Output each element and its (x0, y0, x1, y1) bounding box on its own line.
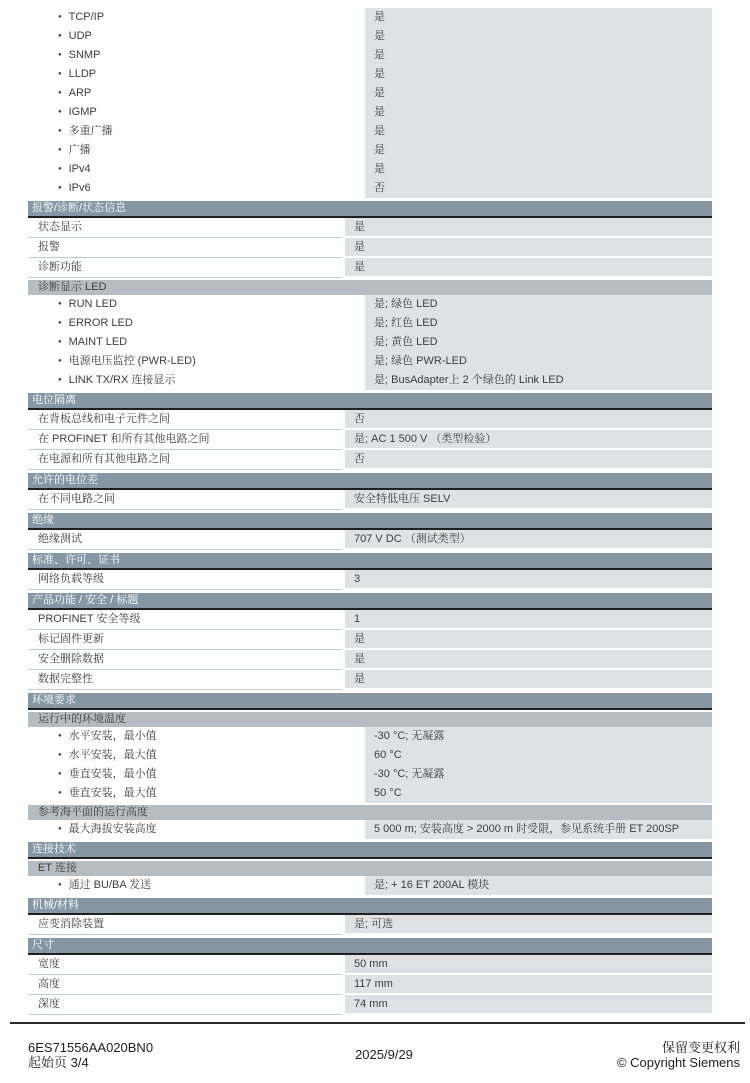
table-row (28, 995, 712, 1015)
row-value: 50 °C (365, 784, 712, 803)
row-group (28, 295, 712, 390)
order-number: 6ES71556AA020BN0 (28, 1040, 154, 1055)
table-row (28, 570, 712, 590)
section-header: 报警/诊断/状态信息 (28, 201, 712, 218)
row-value: 是 (345, 258, 712, 278)
table-row (28, 160, 712, 179)
table-row (28, 765, 712, 784)
row-value: 是; AC 1 500 V （类型检验） (345, 430, 712, 450)
table-row (28, 258, 712, 278)
table-row (28, 820, 712, 839)
row-value: 是; 绿色 LED (365, 295, 712, 314)
row-value: 是; BusAdapter上 2 个绿色的 Link LED (365, 371, 712, 390)
row-value: 是 (365, 84, 712, 103)
table-row (28, 179, 712, 198)
row-label: ● 广播 (28, 141, 362, 160)
row-label: ● ERROR LED (28, 314, 362, 333)
rights-note: 保留变更权利 (661, 1040, 740, 1055)
row-label: 网络负载等级 (28, 570, 342, 590)
row-group (28, 820, 712, 839)
row-label: ● 多重广播 (28, 122, 362, 141)
table-row (28, 141, 712, 160)
row-label: ● SNMP (28, 46, 362, 65)
section-header: 电位隔离 (28, 393, 712, 410)
row-group (28, 727, 712, 803)
row-label: ● TCP/IP (28, 8, 362, 27)
section-header: 绝缘 (28, 513, 712, 530)
row-label: ● MAINT LED (28, 333, 362, 352)
row-value: 是 (345, 218, 712, 238)
row-value: 是 (345, 670, 712, 690)
row-label: 在 PROFINET 和所有其他电路之间 (28, 430, 342, 450)
row-label: ● ARP (28, 84, 362, 103)
row-label: ● IPv4 (28, 160, 362, 179)
row-label: 在电源和所有其他电路之间 (28, 450, 342, 470)
row-value: 是 (365, 160, 712, 179)
table-row (28, 784, 712, 803)
row-label: ● IGMP (28, 103, 362, 122)
footer-right (444, 1040, 740, 1070)
row-label: 状态显示 (28, 218, 342, 238)
row-value: 安全特低电压 SELV (345, 490, 712, 510)
table-row (28, 610, 712, 630)
table-row (28, 27, 712, 46)
table-row (28, 530, 712, 550)
section-header: 标准、许可、证书 (28, 553, 712, 570)
row-label: 高度 (28, 975, 342, 995)
row-value: 5 000 m; 安装高度 > 2000 m 时受限，参见系统手册 ET 200SP (365, 820, 712, 839)
row-group (28, 570, 712, 590)
row-value: 60 °C (365, 746, 712, 765)
row-label: PROFINET 安全等级 (28, 610, 342, 630)
spec-table (28, 8, 712, 1015)
row-group (28, 610, 712, 690)
section-header: 机械/材料 (28, 898, 712, 915)
table-row (28, 8, 712, 27)
row-value: 是; 绿色 PWR-LED (365, 352, 712, 371)
table-row (28, 46, 712, 65)
row-label: ● 电源电压监控 (PWR-LED) (28, 352, 362, 371)
subsection-header: 运行中的环境温度 (28, 712, 712, 727)
row-value: 是 (345, 630, 712, 650)
table-row (28, 410, 712, 430)
row-label: 宽度 (28, 955, 342, 975)
row-label: 应变消除装置 (28, 915, 342, 935)
table-row (28, 371, 712, 390)
table-row (28, 430, 712, 450)
row-value: 是; 黄色 LED (365, 333, 712, 352)
row-value: 117 mm (345, 975, 712, 995)
footer-left (28, 1040, 324, 1070)
row-value: 是 (365, 122, 712, 141)
row-group (28, 876, 712, 895)
row-group (28, 530, 712, 550)
row-value: 是 (365, 27, 712, 46)
table-row (28, 314, 712, 333)
table-row (28, 490, 712, 510)
row-label: 诊断功能 (28, 258, 342, 278)
table-row (28, 727, 712, 746)
row-value: 1 (345, 610, 712, 630)
table-row (28, 65, 712, 84)
row-label: ● 水平安装，最小值 (28, 727, 362, 746)
row-value: 707 V DC （测试类型） (345, 530, 712, 550)
row-label: ● UDP (28, 27, 362, 46)
table-row (28, 295, 712, 314)
page-number: 起始页 3/4 (28, 1055, 89, 1070)
row-value: 是 (345, 650, 712, 670)
row-label: 深度 (28, 995, 342, 1015)
row-value: 否 (365, 179, 712, 198)
footer (28, 1040, 740, 1070)
row-label: 绝缘测试 (28, 530, 342, 550)
table-row (28, 915, 712, 935)
table-row (28, 84, 712, 103)
row-label: ● 通过 BU/BA 发送 (28, 876, 362, 895)
row-group (28, 410, 712, 470)
subsection-header: ET 连接 (28, 861, 712, 876)
row-value: 是 (365, 65, 712, 84)
copyright-note: © Copyright Siemens (616, 1055, 740, 1070)
row-group (28, 8, 712, 198)
row-group (28, 915, 712, 935)
footer-divider (10, 1022, 745, 1024)
table-row (28, 238, 712, 258)
row-value: 是 (365, 141, 712, 160)
row-value: 是; 红色 LED (365, 314, 712, 333)
row-value: 是; 可选 (345, 915, 712, 935)
table-row (28, 630, 712, 650)
row-label: 报警 (28, 238, 342, 258)
footer-date: 2025/9/29 (355, 1047, 413, 1062)
table-row (28, 975, 712, 995)
section-header: 允许的电位差 (28, 473, 712, 490)
row-value: 是 (365, 103, 712, 122)
section-header: 环境要求 (28, 693, 712, 710)
row-label: ● LLDP (28, 65, 362, 84)
row-label: ● 垂直安装，最小值 (28, 765, 362, 784)
row-value: 74 mm (345, 995, 712, 1015)
row-group (28, 218, 712, 278)
table-row (28, 670, 712, 690)
table-row (28, 955, 712, 975)
row-value: 50 mm (345, 955, 712, 975)
row-label: ● RUN LED (28, 295, 362, 314)
row-value: -30 °C; 无凝露 (365, 727, 712, 746)
row-value: 否 (345, 450, 712, 470)
row-label: 安全删除数据 (28, 650, 342, 670)
subsection-header: 参考海平面的运行高度 (28, 805, 712, 820)
section-header: 连接技术 (28, 842, 712, 859)
table-row (28, 122, 712, 141)
row-value: 是 (365, 46, 712, 65)
row-label: ● 最大海拔安装高度 (28, 820, 362, 839)
table-row (28, 352, 712, 371)
row-label: ● IPv6 (28, 179, 362, 198)
row-group (28, 955, 712, 1015)
row-value: 是 (365, 8, 712, 27)
section-header: 尺寸 (28, 938, 712, 955)
row-label: 数据完整性 (28, 670, 342, 690)
row-group (28, 490, 712, 510)
row-label: ● LINK TX/RX 连接显示 (28, 371, 362, 390)
row-value: 是; + 16 ET 200AL 模块 (365, 876, 712, 895)
table-row (28, 218, 712, 238)
row-value: 是 (345, 238, 712, 258)
row-value: -30 °C; 无凝露 (365, 765, 712, 784)
row-label: 标记固件更新 (28, 630, 342, 650)
row-label: ● 垂直安装，最大值 (28, 784, 362, 803)
row-value: 否 (345, 410, 712, 430)
row-value: 3 (345, 570, 712, 590)
table-row (28, 650, 712, 670)
row-label: 在背板总线和电子元件之间 (28, 410, 342, 430)
row-label: ● 水平安装，最大值 (28, 746, 362, 765)
row-label: 在不同电路之间 (28, 490, 342, 510)
table-row (28, 876, 712, 895)
subsection-header: 诊断显示 LED (28, 280, 712, 295)
table-row (28, 450, 712, 470)
section-header: 产品功能 / 安全 / 标题 (28, 593, 712, 610)
table-row (28, 333, 712, 352)
table-row (28, 746, 712, 765)
table-row (28, 103, 712, 122)
